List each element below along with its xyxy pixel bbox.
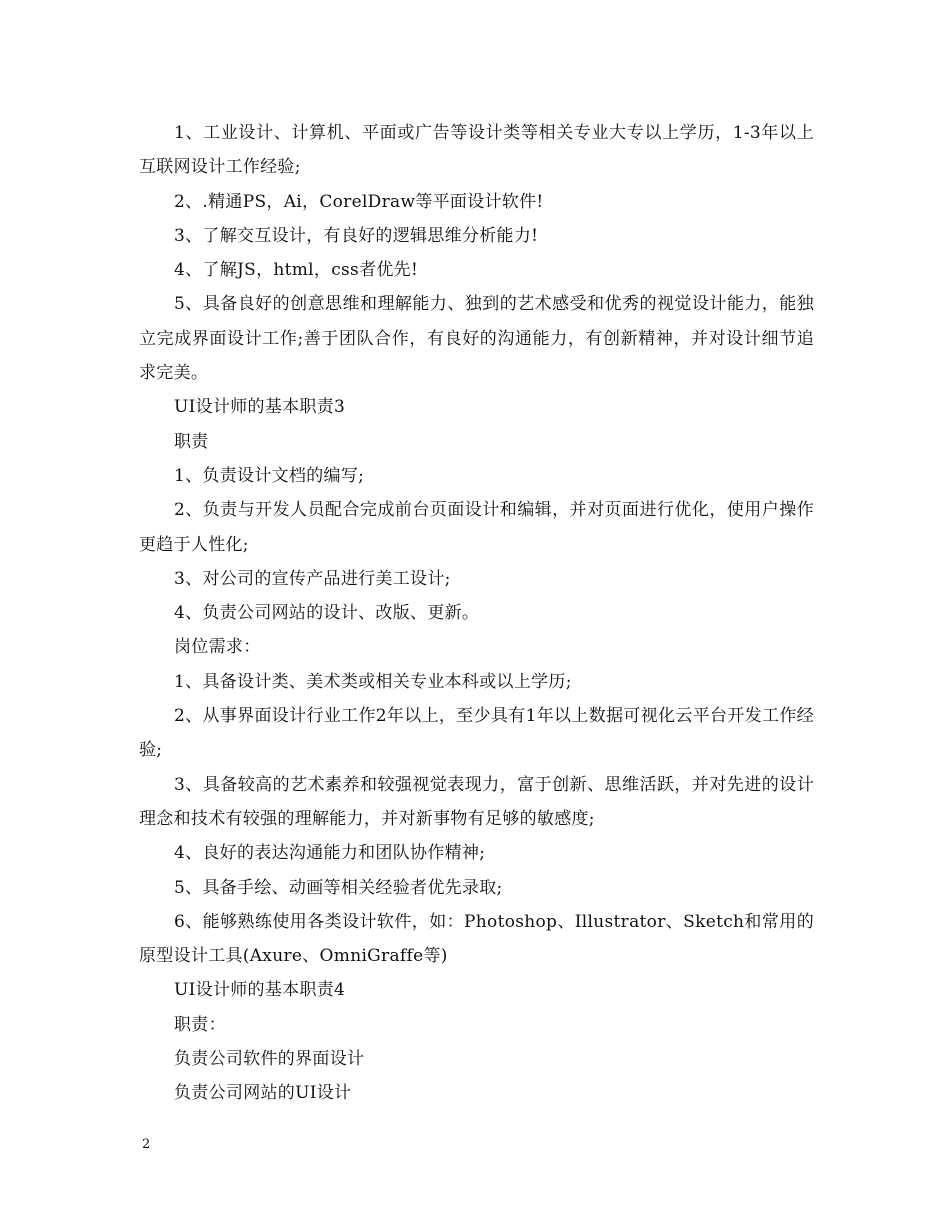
subheading-job-requirements: 岗位需求： xyxy=(174,637,261,658)
paragraph-requirement-3: 3、了解交互设计，有良好的逻辑思维分析能力! xyxy=(174,225,539,246)
paragraph-job-req-6: 6、能够熟练使用各类设计软件，如：Photoshop、Illustrator、Sketch和常用的原型设计工具(Axure、OmniGraffe等) xyxy=(139,911,814,967)
paragraph-duty-2: 2、负责与开发人员配合完成前台页面设计和编辑，并对页面进行优化，使用户操作更趋于人性化; xyxy=(139,500,814,555)
paragraph-job-req-2: 2、从事界面设计行业工作2年以上，至少具有1年以上数据可视化云平台开发工作经验; xyxy=(139,706,814,761)
paragraph-requirement-1: 1、工业设计、计算机、平面或广告等设计类等相关专业大专以上学历，1-3年以上互联网设计工作经验; xyxy=(139,123,814,178)
document-body xyxy=(139,116,814,1111)
paragraph-duty-software-ui: 负责公司软件的界面设计 xyxy=(174,1049,365,1070)
paragraph-job-req-1: 1、具备设计类、美术类或相关专业本科或以上学历; xyxy=(174,671,572,692)
subheading-duties: 职责 xyxy=(174,431,209,452)
paragraph-job-req-4: 4、良好的表达沟通能力和团队协作精神; xyxy=(174,843,486,864)
section-heading-4: UI设计师的基本职责4 xyxy=(174,980,346,1001)
paragraph-duty-4: 4、负责公司网站的设计、改版、更新。 xyxy=(174,603,480,624)
subheading-duties-2: 职责： xyxy=(174,1014,226,1035)
page-number: 2 xyxy=(142,1137,151,1152)
paragraph-duty-3: 3、对公司的宣传产品进行美工设计; xyxy=(174,568,451,589)
paragraph-duty-1: 1、负责设计文档的编写; xyxy=(174,465,365,486)
paragraph-requirement-5: 5、具备良好的创意思维和理解能力、独到的艺术感受和优秀的视觉设计能力，能独立完成界面设计工作;善于团队合作，有良好的沟通能力，有创新精神，并对设计细节追求完美。 xyxy=(139,294,814,384)
paragraph-requirement-2: 2、.精通PS，Ai，CorelDraw等平面设计软件! xyxy=(174,191,544,212)
paragraph-duty-website-ui: 负责公司网站的UI设计 xyxy=(174,1083,352,1104)
paragraph-job-req-3: 3、具备较高的艺术素养和较强视觉表现力，富于创新、思维活跃，并对先进的设计理念和技术有较强的理解能力，并对新事物有足够的敏感度; xyxy=(139,774,814,829)
paragraph-job-req-5: 5、具备手绘、动画等相关经验者优先录取; xyxy=(174,877,503,898)
paragraph-requirement-4: 4、了解JS，html，css者优先! xyxy=(174,260,419,281)
section-heading-3: UI设计师的基本职责3 xyxy=(174,397,346,418)
